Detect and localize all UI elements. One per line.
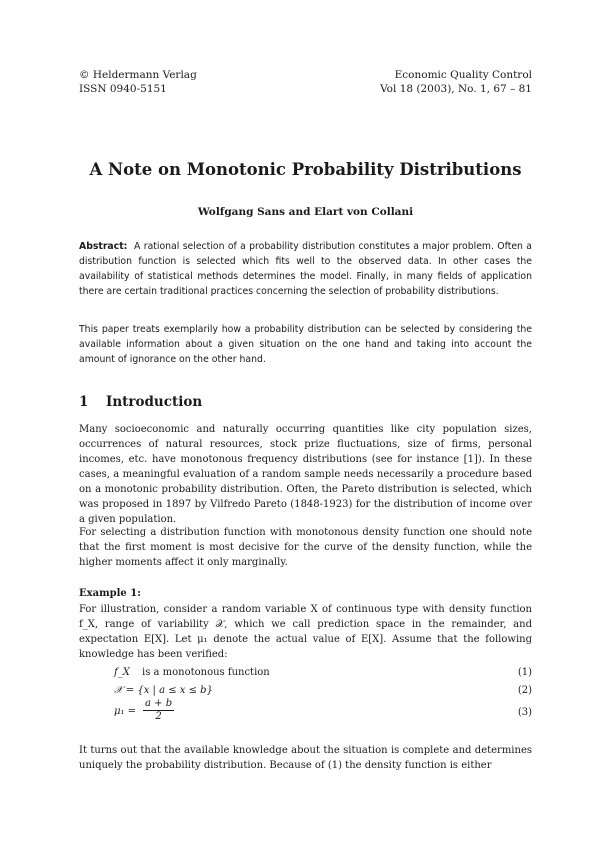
abstract-text: A rational selection of a probability distribution constitutes a major problem. Often a distribution function is selected which fits well to the observed data. In other cases the availability of statistical methods determines the model. Finally, in many fields of application there are certain traditional practices concerning the selection of probability distributions. <box>79 241 532 297</box>
equation-3-denominator: 2 <box>155 711 162 722</box>
abstract-label: Abstract: <box>79 241 128 252</box>
section-number: 1 <box>79 394 89 410</box>
equation-2-number: (2) <box>517 685 532 696</box>
abstract-paragraph-2: This paper treats exemplarily how a probability distribution can be selected by considering the available information about a given situation on the one hand and taking into account the amount of ignorance on the other hand. <box>79 324 532 365</box>
equation-1-number: (1) <box>517 667 532 678</box>
paper-title: A Note on Monotonic Probability Distributions <box>89 160 522 179</box>
equation-1-lhs: f_X <box>114 667 130 678</box>
abstract <box>79 239 532 299</box>
equation-3-numerator: a + b <box>145 698 173 709</box>
equation-1-rhs: is a monotonous function <box>142 667 270 678</box>
equation-3 <box>79 698 532 728</box>
example-label: Example 1: <box>79 588 141 599</box>
authors: Wolfgang Sans and Elart von Collani <box>197 206 414 218</box>
publisher: © Heldermann Verlag <box>79 69 197 81</box>
example-continuation: It turns out that the available knowledge about the situation is complete and determines uniquely the probability distribution. Because of (1) the density function is either <box>79 745 532 771</box>
section-heading <box>79 394 202 410</box>
section-title: Introduction <box>106 394 203 410</box>
journal-name: Economic Quality Control <box>394 69 532 81</box>
equation-3-fraction <box>143 698 174 723</box>
page <box>79 0 532 842</box>
equation-3-number: (3) <box>517 707 532 718</box>
intro-paragraph-1: Many socioeconomic and naturally occurring quantities like city population sizes, occurrences of natural resources, stock prize fluctuations, size of firms, personal incomes, etc. have monotonous frequency distributions (see for instance [1]). In these cases, a meaningful evaluation of a random sample needs necessarily a procedure based on a monotonic probability distribution. Often, the Pareto distribution is selected, which was proposed in 1897 by Vilfredo Pareto (1848-1923) for the distribution of income over a given population. <box>79 424 532 525</box>
example-text: For illustration, consider a random variable X of continuous type with density function f_X, range of variability 𝒳, which we call prediction space in the remainder, and expectation E[X]. Let μ₁ denote the actual value of E[X]. Assume that the following knowledge has been verified: <box>79 604 532 660</box>
equation-2-body: 𝒳 = {x | a ≤ x ≤ b} <box>114 685 213 696</box>
issn: ISSN 0940-5151 <box>79 83 167 95</box>
equation-3-lhs: μ₁ = <box>114 706 137 717</box>
volume-info: Vol 18 (2003), No. 1, 67 – 81 <box>380 83 532 95</box>
intro-paragraph-2: For selecting a distribution function with monotonous density function one should note that the first moment is most decisive for the curve of the density function, while the higher moments affect it only marginally. <box>79 527 532 568</box>
